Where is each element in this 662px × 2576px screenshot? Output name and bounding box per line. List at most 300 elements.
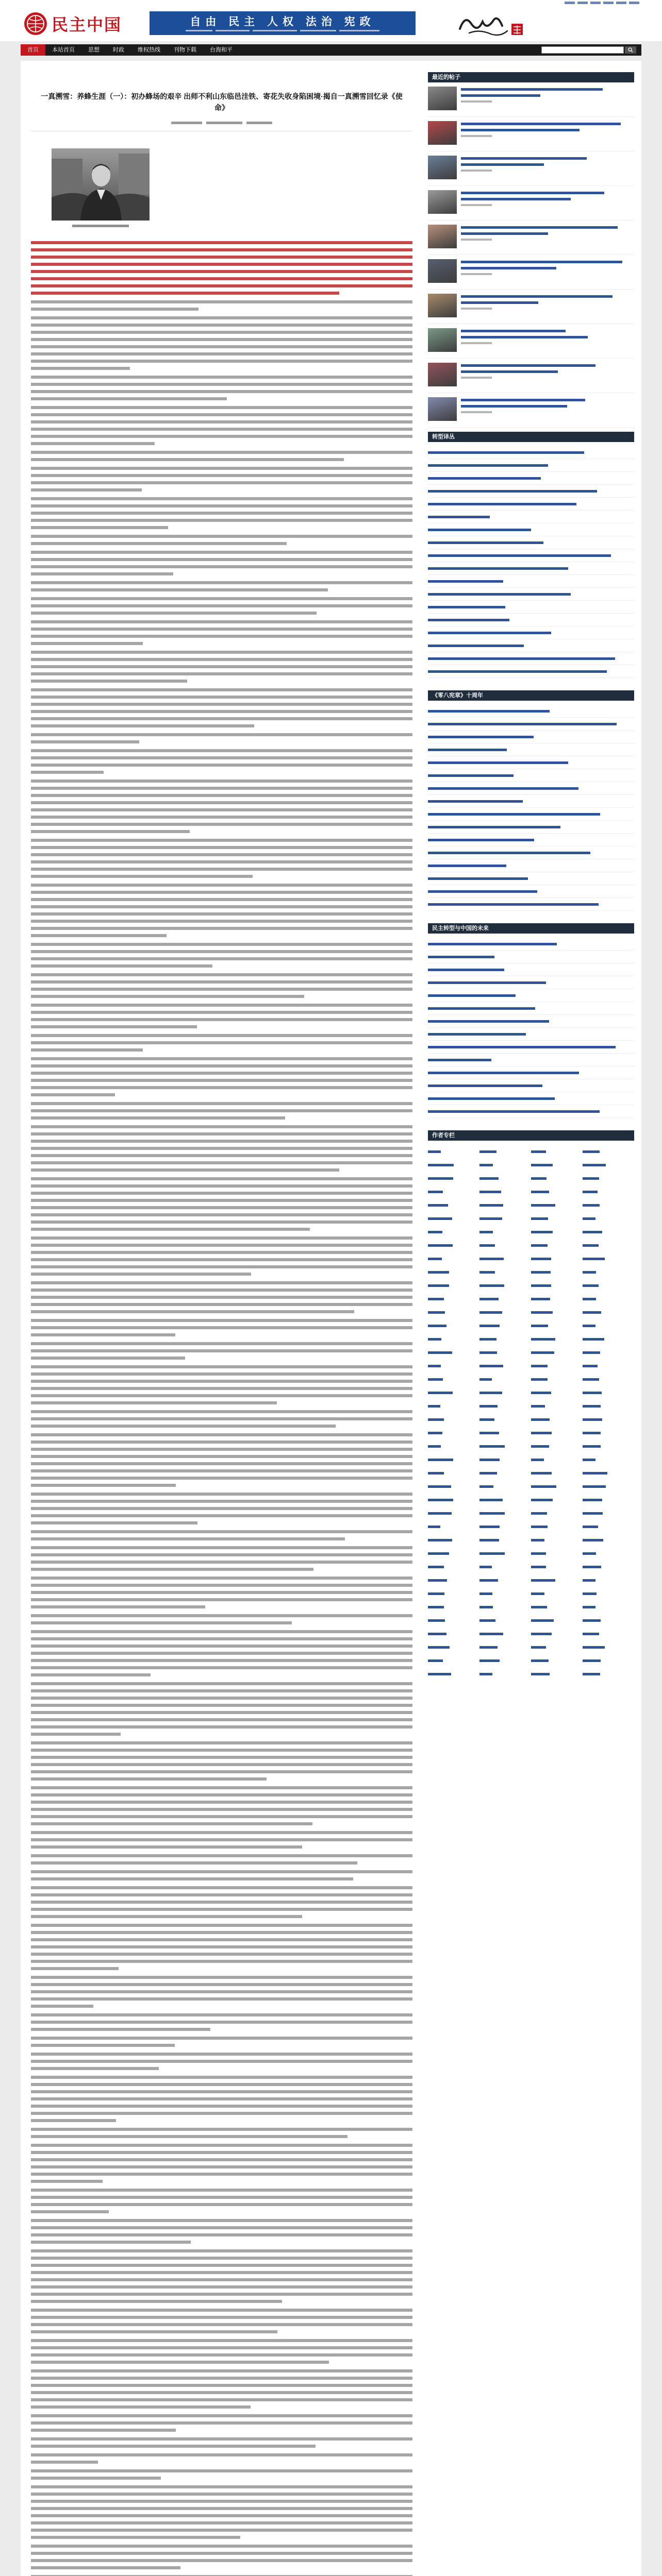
author-link[interactable]	[583, 1306, 634, 1319]
author-name[interactable]	[479, 1552, 505, 1555]
sidebar-link-text[interactable]	[428, 1097, 555, 1100]
post-title-line[interactable]	[461, 123, 621, 125]
recent-post-item[interactable]	[428, 259, 634, 290]
author-name[interactable]	[531, 1619, 554, 1622]
author-link[interactable]	[428, 1172, 479, 1185]
author-link[interactable]	[583, 1359, 634, 1372]
sidebar-link-item[interactable]	[428, 446, 634, 459]
author-name[interactable]	[479, 1338, 496, 1341]
post-thumbnail[interactable]	[428, 121, 457, 145]
sidebar-link-item[interactable]	[428, 575, 634, 588]
author-link[interactable]	[531, 1439, 583, 1453]
author-link[interactable]	[479, 1145, 531, 1158]
sidebar-link-text[interactable]	[428, 774, 514, 777]
nav-item-home[interactable]: 首页	[21, 44, 45, 56]
author-name[interactable]	[479, 1566, 492, 1568]
author-name[interactable]	[428, 1619, 445, 1622]
author-name[interactable]	[531, 1646, 546, 1649]
sidebar-link-text[interactable]	[428, 580, 503, 583]
sidebar-link-item[interactable]	[428, 951, 634, 963]
author-name[interactable]	[479, 1258, 504, 1260]
author-name[interactable]	[479, 1619, 495, 1622]
author-link[interactable]	[479, 1413, 531, 1426]
sidebar-link-item[interactable]	[428, 652, 634, 665]
author-name[interactable]	[428, 1499, 453, 1501]
author-link[interactable]	[479, 1372, 531, 1386]
sidebar-link-text[interactable]	[428, 865, 506, 867]
author-name[interactable]	[583, 1325, 595, 1327]
author-name[interactable]	[583, 1472, 607, 1475]
author-name[interactable]	[531, 1566, 546, 1568]
author-link[interactable]	[531, 1372, 583, 1386]
author-name[interactable]	[428, 1418, 444, 1421]
author-name[interactable]	[531, 1499, 553, 1501]
author-name[interactable]	[531, 1191, 549, 1193]
sidebar-link-text[interactable]	[428, 826, 560, 828]
author-link[interactable]	[583, 1480, 634, 1493]
author-link[interactable]	[583, 1453, 634, 1466]
sidebar-link-text[interactable]	[428, 1072, 579, 1074]
author-name[interactable]	[479, 1633, 503, 1635]
author-link[interactable]	[479, 1667, 531, 1681]
sidebar-link-text[interactable]	[428, 981, 546, 984]
author-name[interactable]	[479, 1418, 494, 1421]
author-name[interactable]	[479, 1499, 503, 1501]
author-link[interactable]	[479, 1560, 531, 1573]
author-name[interactable]	[428, 1633, 446, 1635]
author-name[interactable]	[479, 1592, 492, 1595]
sidebar-link-item[interactable]	[428, 808, 634, 821]
search-button[interactable]	[625, 46, 636, 54]
author-link[interactable]	[531, 1654, 583, 1667]
author-name[interactable]	[583, 1271, 596, 1274]
recent-post-item[interactable]	[428, 87, 634, 117]
author-name[interactable]	[479, 1311, 502, 1314]
post-thumbnail[interactable]	[428, 363, 457, 386]
author-name[interactable]	[583, 1351, 600, 1354]
author-link[interactable]	[583, 1520, 634, 1533]
author-name[interactable]	[531, 1552, 546, 1555]
author-link[interactable]	[428, 1198, 479, 1212]
author-name[interactable]	[428, 1539, 452, 1541]
author-name[interactable]	[479, 1351, 497, 1354]
author-name[interactable]	[428, 1673, 451, 1675]
sidebar-link-item[interactable]	[428, 1066, 634, 1079]
author-link[interactable]	[531, 1426, 583, 1439]
sidebar-link-text[interactable]	[428, 890, 537, 893]
sidebar-link-item[interactable]	[428, 498, 634, 511]
author-name[interactable]	[531, 1298, 550, 1300]
author-name[interactable]	[428, 1204, 448, 1207]
author-name[interactable]	[428, 1191, 443, 1193]
author-link[interactable]	[531, 1413, 583, 1426]
author-link[interactable]	[428, 1359, 479, 1372]
author-link[interactable]	[479, 1640, 531, 1654]
author-name[interactable]	[479, 1231, 493, 1233]
author-name[interactable]	[583, 1244, 599, 1247]
author-name[interactable]	[428, 1606, 444, 1608]
sidebar-link-text[interactable]	[428, 749, 507, 751]
author-name[interactable]	[428, 1579, 447, 1582]
author-name[interactable]	[479, 1673, 492, 1675]
author-name[interactable]	[428, 1659, 443, 1662]
author-link[interactable]	[479, 1198, 531, 1212]
author-name[interactable]	[428, 1244, 453, 1247]
sidebar-link-item[interactable]	[428, 859, 634, 872]
author-link[interactable]	[531, 1667, 583, 1681]
author-link[interactable]	[479, 1239, 531, 1252]
sidebar-link-item[interactable]	[428, 639, 634, 652]
post-title-line[interactable]	[461, 157, 587, 160]
author-name[interactable]	[531, 1659, 549, 1662]
author-name[interactable]	[531, 1432, 552, 1434]
author-link[interactable]	[428, 1372, 479, 1386]
author-name[interactable]	[531, 1338, 555, 1341]
recent-post-item[interactable]	[428, 363, 634, 393]
author-link[interactable]	[531, 1573, 583, 1587]
author-link[interactable]	[583, 1627, 634, 1640]
sidebar-link-text[interactable]	[428, 1020, 549, 1023]
author-name[interactable]	[479, 1378, 492, 1381]
author-link[interactable]	[428, 1265, 479, 1279]
author-name[interactable]	[583, 1418, 602, 1421]
author-name[interactable]	[479, 1244, 495, 1247]
sidebar-link-text[interactable]	[428, 994, 516, 997]
author-name[interactable]	[583, 1526, 598, 1528]
sidebar-link-item[interactable]	[428, 705, 634, 718]
author-name[interactable]	[479, 1365, 503, 1367]
author-name[interactable]	[428, 1392, 453, 1394]
author-name[interactable]	[531, 1673, 550, 1675]
sidebar-link-text[interactable]	[428, 787, 578, 790]
search-input[interactable]	[541, 46, 624, 54]
author-name[interactable]	[583, 1378, 599, 1381]
author-link[interactable]	[531, 1265, 583, 1279]
author-name[interactable]	[583, 1204, 600, 1207]
author-link[interactable]	[531, 1306, 583, 1319]
sidebar-link-item[interactable]	[428, 614, 634, 626]
author-name[interactable]	[531, 1325, 548, 1327]
author-link[interactable]	[531, 1252, 583, 1265]
author-name[interactable]	[583, 1231, 602, 1233]
author-link[interactable]	[583, 1547, 634, 1560]
author-link[interactable]	[428, 1654, 479, 1667]
author-name[interactable]	[531, 1365, 548, 1367]
author-name[interactable]	[531, 1418, 550, 1421]
sidebar-link-text[interactable]	[428, 541, 543, 544]
sidebar-link-text[interactable]	[428, 503, 576, 505]
sidebar-link-text[interactable]	[428, 1007, 535, 1010]
author-name[interactable]	[479, 1606, 493, 1608]
sidebar-link-item[interactable]	[428, 1015, 634, 1028]
post-thumbnail[interactable]	[428, 259, 457, 283]
author-link[interactable]	[531, 1627, 583, 1640]
author-link[interactable]	[583, 1386, 634, 1399]
author-link[interactable]	[428, 1640, 479, 1654]
sidebar-link-item[interactable]	[428, 459, 634, 472]
author-link[interactable]	[531, 1466, 583, 1480]
author-link[interactable]	[583, 1212, 634, 1225]
author-link[interactable]	[479, 1587, 531, 1600]
author-link[interactable]	[531, 1386, 583, 1399]
author-name[interactable]	[583, 1499, 602, 1501]
sidebar-link-text[interactable]	[428, 593, 571, 596]
nav-item-politics[interactable]: 时政	[113, 47, 124, 53]
post-title-line[interactable]	[461, 295, 613, 298]
sidebar-link-text[interactable]	[428, 516, 490, 518]
author-name[interactable]	[428, 1445, 441, 1448]
author-link[interactable]	[531, 1399, 583, 1413]
author-name[interactable]	[583, 1552, 596, 1555]
author-link[interactable]	[428, 1145, 479, 1158]
author-name[interactable]	[531, 1351, 554, 1354]
author-link[interactable]	[531, 1319, 583, 1332]
sidebar-link-item[interactable]	[428, 536, 634, 549]
sidebar-link-text[interactable]	[428, 554, 611, 557]
author-name[interactable]	[531, 1485, 556, 1488]
sidebar-link-item[interactable]	[428, 1079, 634, 1092]
author-link[interactable]	[479, 1439, 531, 1453]
author-name[interactable]	[531, 1150, 546, 1153]
author-link[interactable]	[531, 1587, 583, 1600]
post-title-line[interactable]	[461, 198, 571, 200]
sidebar-link-item[interactable]	[428, 1092, 634, 1105]
top-link[interactable]	[616, 2, 626, 4]
author-link[interactable]	[428, 1453, 479, 1466]
author-link[interactable]	[583, 1292, 634, 1306]
sidebar-link-item[interactable]	[428, 885, 634, 898]
author-link[interactable]	[428, 1627, 479, 1640]
author-name[interactable]	[583, 1673, 600, 1675]
author-name[interactable]	[531, 1378, 548, 1381]
author-link[interactable]	[531, 1145, 583, 1158]
author-link[interactable]	[583, 1172, 634, 1185]
recent-post-item[interactable]	[428, 190, 634, 221]
author-name[interactable]	[583, 1592, 597, 1595]
author-link[interactable]	[428, 1413, 479, 1426]
author-name[interactable]	[583, 1619, 601, 1622]
author-name[interactable]	[428, 1526, 440, 1528]
sidebar-link-item[interactable]	[428, 795, 634, 808]
author-link[interactable]	[428, 1279, 479, 1292]
sidebar-link-text[interactable]	[428, 903, 599, 906]
author-name[interactable]	[583, 1512, 603, 1515]
author-name[interactable]	[583, 1191, 598, 1193]
author-link[interactable]	[479, 1614, 531, 1627]
author-link[interactable]	[428, 1346, 479, 1359]
author-link[interactable]	[583, 1466, 634, 1480]
author-link[interactable]	[479, 1480, 531, 1493]
author-link[interactable]	[531, 1506, 583, 1520]
author-name[interactable]	[531, 1472, 552, 1475]
author-link[interactable]	[479, 1212, 531, 1225]
post-thumbnail[interactable]	[428, 294, 457, 317]
post-title-line[interactable]	[461, 301, 538, 304]
author-link[interactable]	[428, 1239, 479, 1252]
sidebar-link-text[interactable]	[428, 490, 597, 493]
sidebar-link-item[interactable]	[428, 821, 634, 834]
sidebar-link-item[interactable]	[428, 834, 634, 846]
author-name[interactable]	[479, 1405, 498, 1408]
top-link[interactable]	[577, 2, 588, 4]
author-link[interactable]	[531, 1640, 583, 1654]
sidebar-link-item[interactable]	[428, 549, 634, 562]
author-name[interactable]	[531, 1539, 544, 1541]
author-link[interactable]	[583, 1252, 634, 1265]
sidebar-link-text[interactable]	[428, 813, 600, 816]
sidebar-link-item[interactable]	[428, 588, 634, 601]
author-link[interactable]	[479, 1547, 531, 1560]
author-link[interactable]	[428, 1252, 479, 1265]
post-title-line[interactable]	[461, 336, 588, 338]
author-link[interactable]	[583, 1533, 634, 1547]
author-name[interactable]	[428, 1459, 453, 1461]
post-thumbnail[interactable]	[428, 397, 457, 421]
author-name[interactable]	[531, 1177, 547, 1180]
sidebar-link-text[interactable]	[428, 1046, 616, 1048]
author-name[interactable]	[583, 1217, 595, 1220]
author-link[interactable]	[479, 1359, 531, 1372]
author-name[interactable]	[479, 1445, 505, 1448]
author-name[interactable]	[583, 1298, 596, 1300]
author-link[interactable]	[428, 1426, 479, 1439]
sidebar-link-item[interactable]	[428, 601, 634, 614]
author-name[interactable]	[531, 1579, 555, 1582]
post-title-line[interactable]	[461, 399, 585, 401]
author-link[interactable]	[479, 1252, 531, 1265]
author-name[interactable]	[531, 1606, 547, 1608]
author-link[interactable]	[479, 1346, 531, 1359]
author-link[interactable]	[428, 1614, 479, 1627]
sidebar-link-text[interactable]	[428, 657, 615, 660]
author-name[interactable]	[479, 1459, 500, 1461]
author-link[interactable]	[583, 1372, 634, 1386]
author-link[interactable]	[531, 1560, 583, 1573]
author-link[interactable]	[583, 1145, 634, 1158]
author-name[interactable]	[479, 1204, 503, 1207]
author-link[interactable]	[428, 1185, 479, 1198]
author-link[interactable]	[479, 1520, 531, 1533]
author-link[interactable]	[531, 1279, 583, 1292]
author-name[interactable]	[479, 1432, 499, 1434]
author-link[interactable]	[583, 1493, 634, 1506]
author-name[interactable]	[479, 1659, 500, 1662]
author-name[interactable]	[531, 1271, 551, 1274]
post-title-line[interactable]	[461, 129, 580, 131]
author-link[interactable]	[428, 1573, 479, 1587]
author-name[interactable]	[479, 1177, 499, 1180]
author-link[interactable]	[428, 1506, 479, 1520]
author-link[interactable]	[583, 1158, 634, 1172]
author-name[interactable]	[428, 1405, 440, 1408]
author-name[interactable]	[531, 1284, 551, 1287]
sidebar-link-text[interactable]	[428, 529, 531, 531]
author-name[interactable]	[428, 1258, 442, 1260]
sidebar-link-text[interactable]	[428, 645, 524, 647]
post-title-line[interactable]	[461, 226, 618, 229]
sidebar-link-item[interactable]	[428, 718, 634, 731]
post-thumbnail[interactable]	[428, 156, 457, 179]
author-name[interactable]	[428, 1298, 444, 1300]
sidebar-link-item[interactable]	[428, 756, 634, 769]
author-link[interactable]	[583, 1573, 634, 1587]
sidebar-link-item[interactable]	[428, 665, 634, 678]
sidebar-link-item[interactable]	[428, 472, 634, 485]
post-title-line[interactable]	[461, 267, 556, 269]
author-name[interactable]	[479, 1526, 500, 1528]
author-name[interactable]	[583, 1659, 601, 1662]
post-thumbnail[interactable]	[428, 87, 457, 110]
sidebar-link-text[interactable]	[428, 943, 557, 945]
top-link[interactable]	[590, 2, 601, 4]
author-name[interactable]	[583, 1485, 606, 1488]
sidebar-link-text[interactable]	[428, 1110, 600, 1113]
author-link[interactable]	[583, 1239, 634, 1252]
sidebar-link-text[interactable]	[428, 969, 504, 971]
author-name[interactable]	[583, 1258, 605, 1260]
sidebar-link-text[interactable]	[428, 632, 551, 634]
author-name[interactable]	[583, 1432, 601, 1434]
author-link[interactable]	[583, 1265, 634, 1279]
author-link[interactable]	[583, 1346, 634, 1359]
author-name[interactable]	[479, 1191, 501, 1193]
sidebar-link-text[interactable]	[428, 877, 528, 880]
sidebar-link-item[interactable]	[428, 989, 634, 1002]
author-link[interactable]	[531, 1614, 583, 1627]
author-link[interactable]	[583, 1426, 634, 1439]
author-link[interactable]	[583, 1279, 634, 1292]
sidebar-link-text[interactable]	[428, 1059, 491, 1061]
post-title-line[interactable]	[461, 261, 622, 263]
sidebar-link-item[interactable]	[428, 1028, 634, 1041]
author-name[interactable]	[428, 1552, 449, 1555]
author-link[interactable]	[531, 1158, 583, 1172]
author-link[interactable]	[428, 1587, 479, 1600]
author-name[interactable]	[479, 1150, 496, 1153]
author-link[interactable]	[583, 1560, 634, 1573]
sidebar-link-text[interactable]	[428, 619, 509, 621]
author-link[interactable]	[479, 1386, 531, 1399]
author-link[interactable]	[479, 1493, 531, 1506]
post-title-line[interactable]	[461, 192, 604, 194]
author-link[interactable]	[531, 1359, 583, 1372]
author-link[interactable]	[531, 1600, 583, 1614]
sidebar-link-item[interactable]	[428, 872, 634, 885]
author-link[interactable]	[428, 1158, 479, 1172]
author-name[interactable]	[531, 1217, 548, 1220]
recent-post-item[interactable]	[428, 397, 634, 428]
author-name[interactable]	[479, 1217, 502, 1220]
sidebar-link-text[interactable]	[428, 852, 590, 854]
sidebar-link-item[interactable]	[428, 1105, 634, 1118]
author-link[interactable]	[583, 1439, 634, 1453]
sidebar-link-item[interactable]	[428, 1041, 634, 1054]
author-link[interactable]	[428, 1386, 479, 1399]
author-link[interactable]	[583, 1614, 634, 1627]
author-link[interactable]	[479, 1453, 531, 1466]
author-link[interactable]	[428, 1212, 479, 1225]
post-title-line[interactable]	[461, 232, 548, 235]
author-link[interactable]	[583, 1413, 634, 1426]
post-title-line[interactable]	[461, 88, 603, 91]
author-link[interactable]	[479, 1466, 531, 1480]
author-link[interactable]	[479, 1225, 531, 1239]
author-link[interactable]	[479, 1573, 531, 1587]
author-link[interactable]	[531, 1198, 583, 1212]
author-link[interactable]	[479, 1600, 531, 1614]
author-name[interactable]	[583, 1445, 601, 1448]
post-title-line[interactable]	[461, 163, 544, 166]
